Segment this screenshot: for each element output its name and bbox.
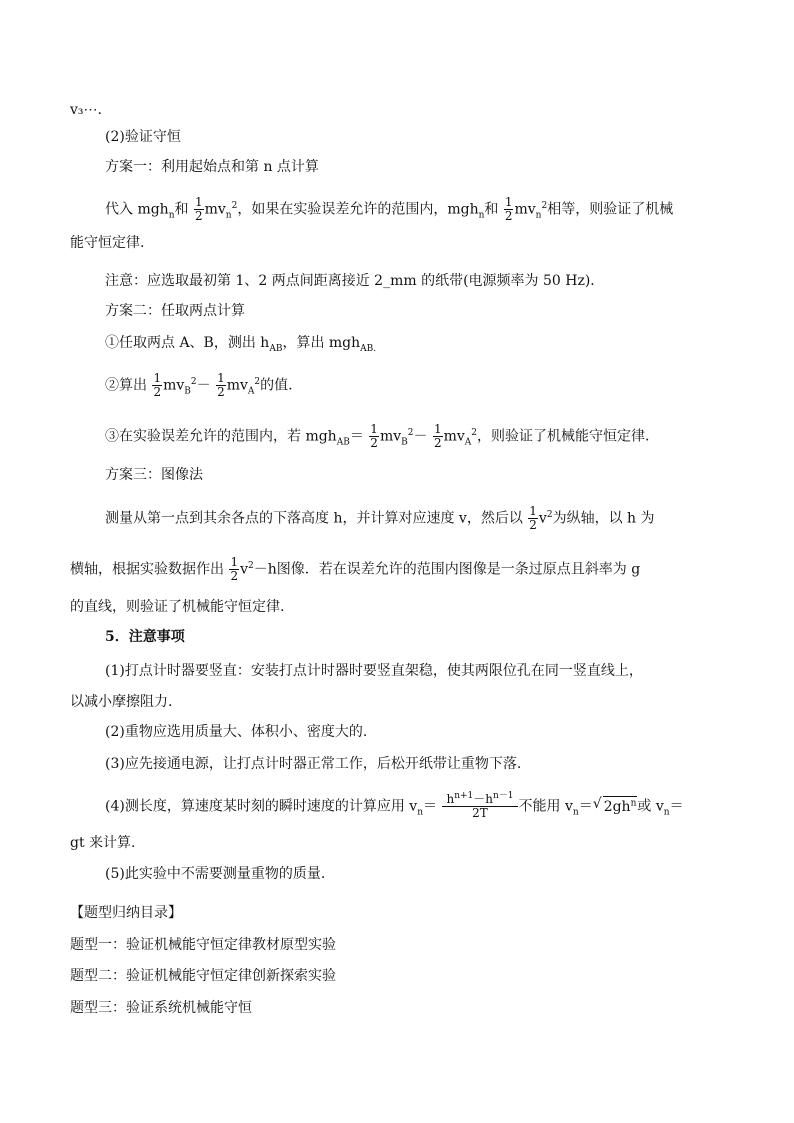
question-type-3: 题型三：验证系统机械能守恒 (70, 1000, 252, 1016)
text-line-graph-method-3: 的直线，则验证了机械能守恒定律. (70, 599, 285, 615)
text-line-graph-method-2: 横轴，根据实验数据作出 $\frac{1}{2}$ $v^2-h$图像．若在误差允许的范围内图像是一条过原点且斜率为 g (70, 555, 641, 583)
section-title-question-types: 【题型归纳目录】 (70, 905, 182, 921)
text-line-substitute: 代入 mgh$_n$和 $\frac{1}{2}$ $mv_n^2$，如果在实验误差允许的范围内，mgh$_n$和 $\frac{1}{2}$ $mv_n^2$相等，则验证了机械 (105, 195, 674, 223)
fraction-half: $\frac{1}{2}$ (230, 555, 239, 583)
heading-plan-three: 方案三：图像法 (105, 467, 203, 483)
heading-plan-two: 方案二：任取两点计算 (105, 303, 245, 319)
question-type-1: 题型一：验证机械能守恒定律教材原型实验 (70, 937, 336, 953)
text-line-step-2: ②算出 $\frac{1}{2}$ $mv_B^2-$ $\frac{1}{2}$ $mv_A^2$的值. (105, 371, 293, 399)
note-line: 注意：应选取最初第 1、2 两点间距离接近 2_mm 的纸带(电源频率为 50 Hz)． (105, 273, 605, 289)
note-item-2: (2)重物应选用质量大、体积小、密度大的. (105, 724, 368, 740)
fraction-velocity: $\frac{h^{n+1}-h^{n-1}}{2T}$ (442, 793, 517, 820)
text-line-graph-method-1: 测量从第一点到其余各点的下落高度 h，并计算对应速度 v，然后以 $\frac{1}{2}$ $v^2$为纵轴，以 h 为 (105, 504, 655, 532)
text-line-step-3: ③在实验误差允许的范围内，若 mgh$_{AB}$＝ $\frac{1}{2}$ $mv_B^2-$ $\frac{1}{2}$ $mv_A^2$，则验证了机械能守恒定律. (105, 422, 650, 450)
question-type-2: 题型二：验证机械能守恒定律创新探索实验 (70, 968, 336, 984)
note-item-1: (1)打点计时器要竖直：安装打点计时器时要竖直架稳，使其两限位孔在同一竖直线上， (105, 663, 643, 679)
text-line-conservation-law: 能守恒定律. (70, 235, 145, 251)
heading-verify-conservation: (2)验证守恒 (105, 129, 181, 145)
fraction-half: $\frac{1}{2}$ (529, 504, 537, 532)
note-item-1-continued: 以减小摩擦阻力. (70, 694, 173, 710)
note-item-3: (3)应先接通电源，让打点计时器正常工作，后松开纸带让重物下落. (105, 756, 522, 772)
note-item-4-continued: gt 来计算. (70, 835, 136, 851)
fraction-half: $\frac{1}{2}$ (217, 371, 225, 399)
note-item-4: (4)测长度，算速度某时刻的瞬时速度的计算应用 $v_n=$ $\frac{h^{n+1}-h^{n-1}}{2T}$ 不能用 $v_n=√$ $2gh^n$或 $v_n=$ (105, 793, 765, 820)
text-line-v3: v₃⋯. (70, 102, 102, 118)
fraction-half: $\frac{1}{2}$ (194, 195, 203, 223)
sqrt-expression: √ $2gh^n$ (603, 796, 638, 817)
heading-notes: 5．注意事项 (105, 629, 185, 645)
note-item-5: (5)此实验中不需要测量重物的质量. (105, 866, 326, 882)
heading-plan-one: 方案一：利用起始点和第 n 点计算 (105, 159, 319, 175)
fraction-half: $\frac{1}{2}$ (433, 422, 442, 450)
fraction-half: $\frac{1}{2}$ (153, 371, 162, 399)
text-line-step-1: ①任取两点 A、B，测出 $h_{AB}$，算出 mgh$_{AB.}$ (105, 335, 377, 354)
fraction-half: $\frac{1}{2}$ (370, 422, 378, 450)
fraction-half: $\frac{1}{2}$ (504, 195, 513, 223)
